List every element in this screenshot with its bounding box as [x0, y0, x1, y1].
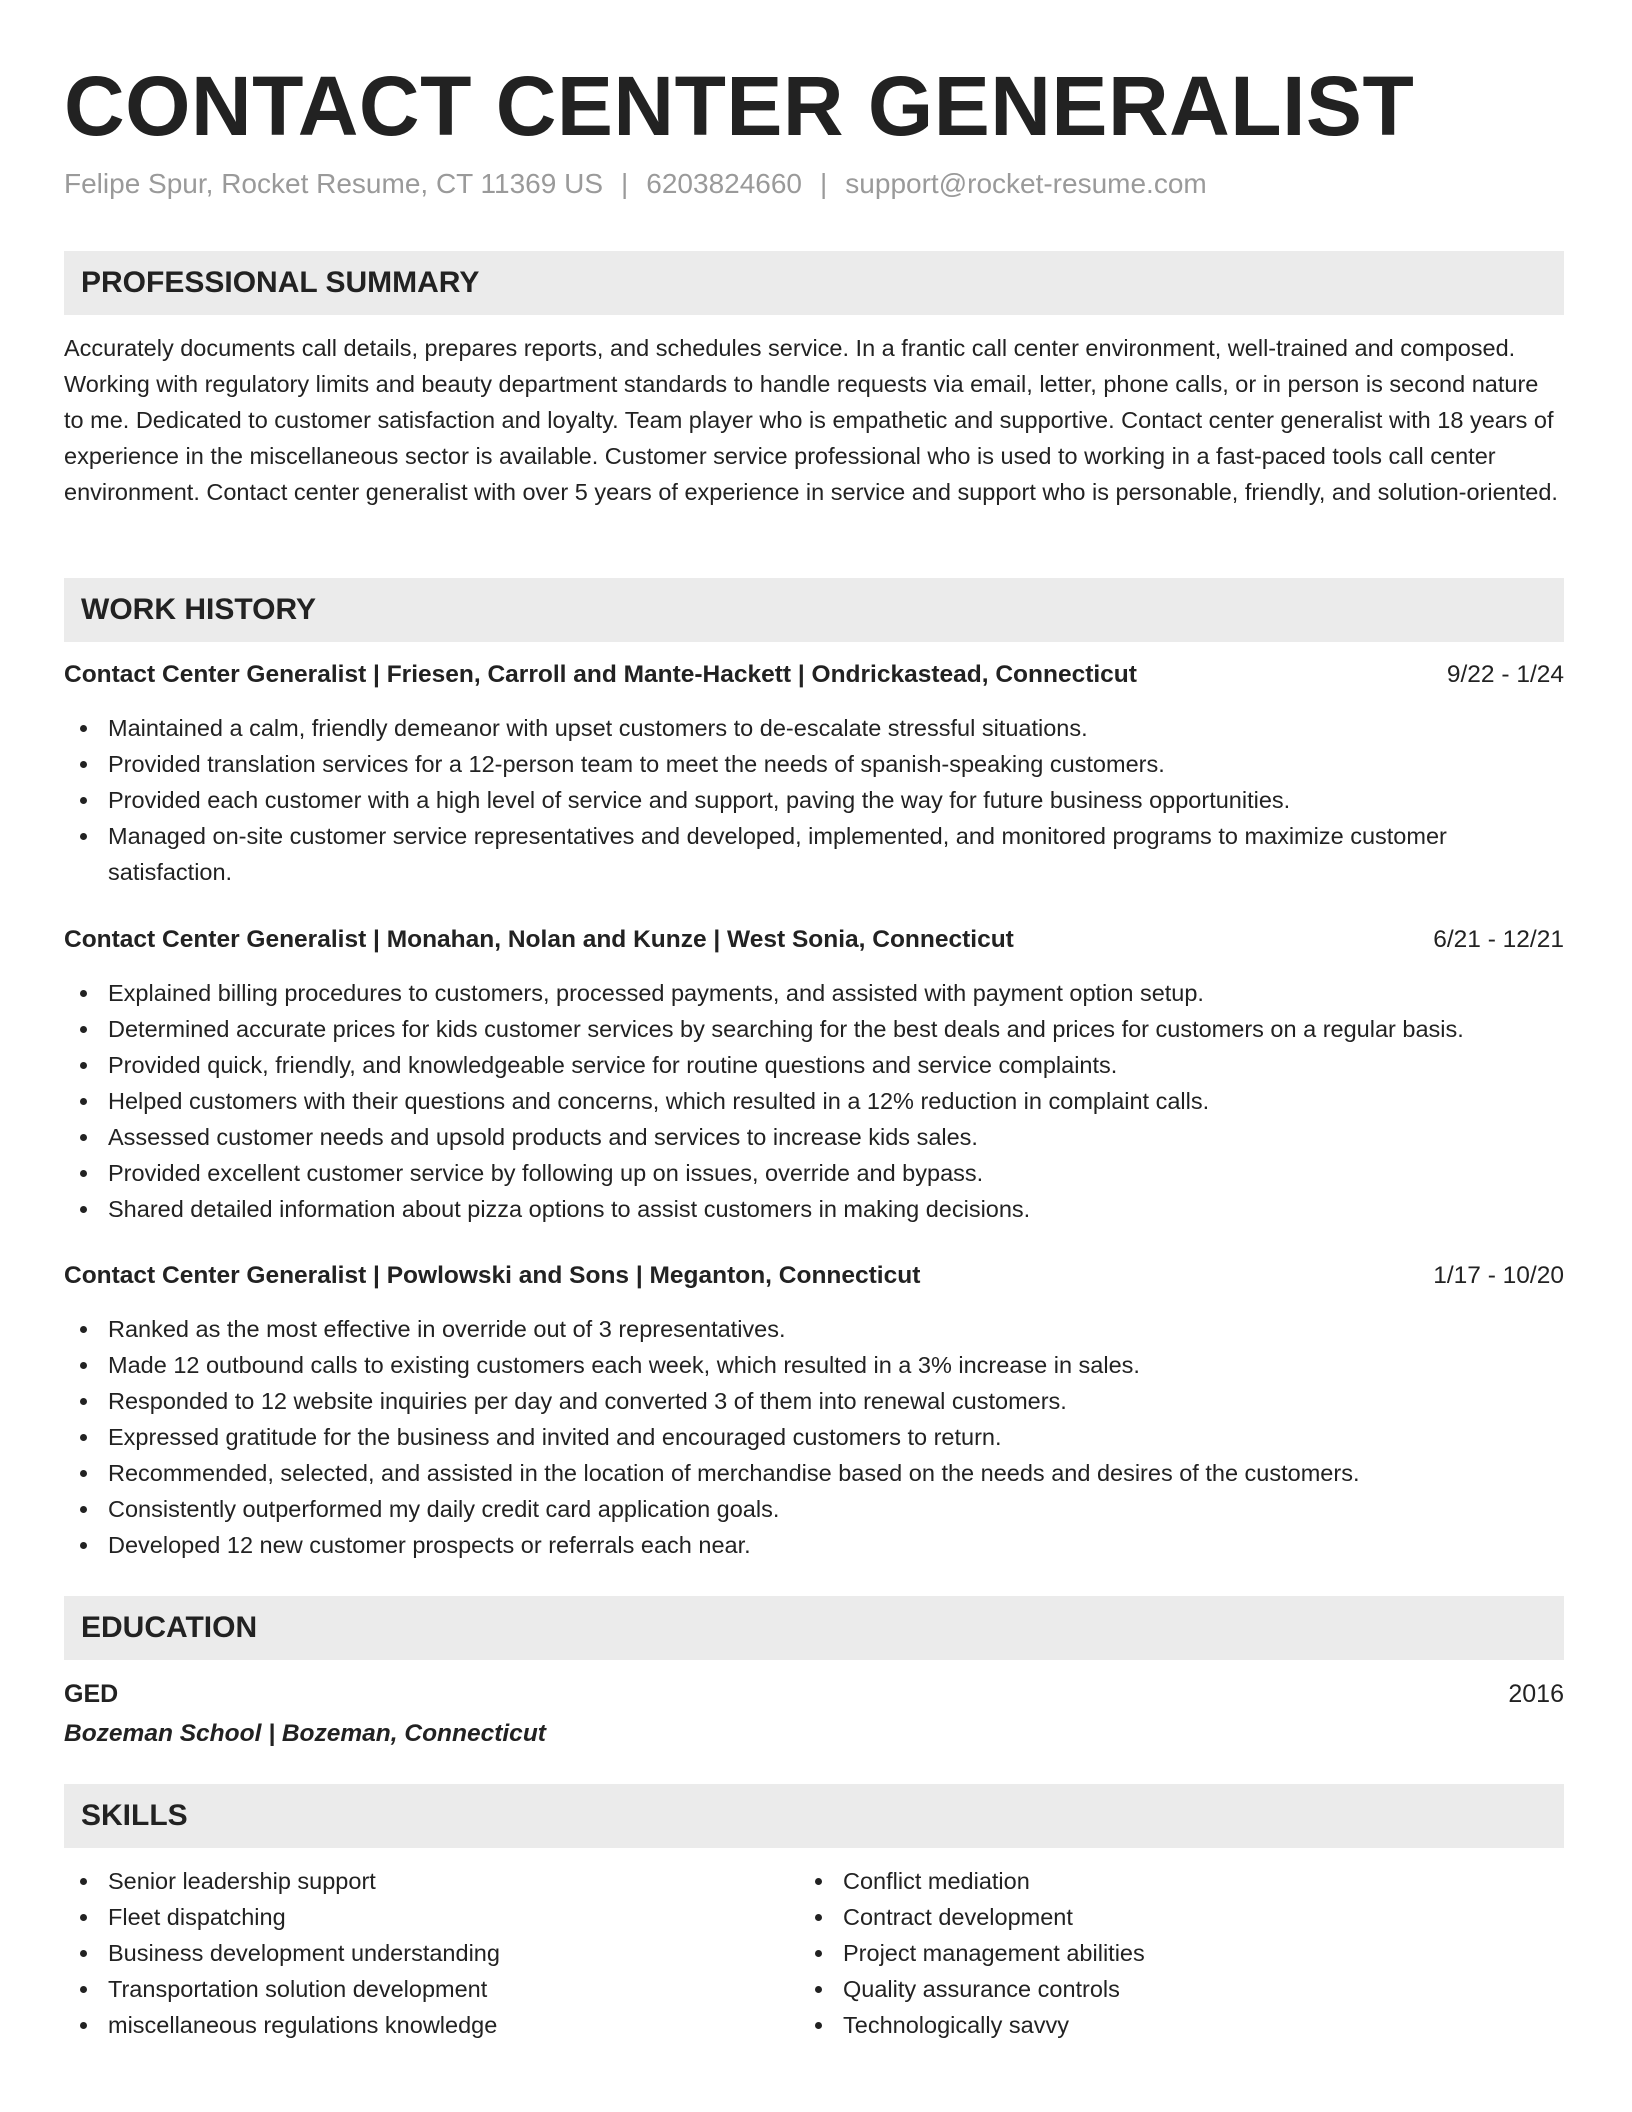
- skill-item: Technologically savvy: [799, 2007, 1632, 2043]
- job-title: Contact Center Generalist | Powlowski and Sons | Meganton, Connecticut: [64, 1262, 921, 1289]
- job-bullet: Provided each customer with a high level of service and support, paving the way for future business opportunities.: [64, 782, 1564, 818]
- job-bullet: Maintained a calm, friendly demeanor with upset customers to de-escalate stressful situations.: [64, 710, 1564, 746]
- job-header: [64, 657, 1564, 693]
- contact-address: Felipe Spur, Rocket Resume, CT 11369 US: [64, 168, 603, 199]
- education-degree: GED: [64, 1680, 119, 1708]
- contact-phone: 6203824660: [646, 168, 803, 199]
- contact-separator: |: [621, 168, 629, 199]
- skill-item: Senior leadership support: [64, 1863, 1564, 1899]
- job-bullet: Shared detailed information about pizza options to assist customers in making decisions.: [64, 1191, 1564, 1227]
- skill-item: miscellaneous regulations knowledge: [64, 2007, 1564, 2043]
- job-bullet-list: [64, 1311, 1564, 1563]
- job-bullet: Ranked as the most effective in override out of 3 representatives.: [64, 1311, 1564, 1347]
- skills-list-right: [799, 1863, 1632, 2043]
- contact-email: support@rocket-resume.com: [845, 168, 1207, 199]
- job-bullet: Determined accurate prices for kids customer services by searching for the best deals and prices for customers on a regular basis.: [64, 1011, 1564, 1047]
- contact-line: [64, 164, 1207, 204]
- skill-item: Business development understanding: [64, 1935, 1564, 1971]
- job-bullet: Managed on-site customer service representatives and developed, implemented, and monitored programs to maximize customer satisfaction.: [64, 818, 1564, 890]
- job-title: Contact Center Generalist | Friesen, Carroll and Mante-Hackett | Ondrickastead, Connecticut: [64, 661, 1137, 688]
- skills-section-heading: SKILLS: [64, 1784, 1564, 1848]
- job-bullet: Provided quick, friendly, and knowledgeable service for routine questions and service complaints.: [64, 1047, 1564, 1083]
- job-bullet: Explained billing procedures to customers, processed payments, and assisted with payment option setup.: [64, 975, 1564, 1011]
- work-history-section-heading: WORK HISTORY: [64, 578, 1564, 642]
- job-bullet: Provided translation services for a 12-person team to meet the needs of spanish-speaking customers.: [64, 746, 1564, 782]
- job-header: [64, 922, 1564, 958]
- job-bullet: Made 12 outbound calls to existing customers each week, which resulted in a 3% increase in sales.: [64, 1347, 1564, 1383]
- education-section-heading: EDUCATION: [64, 1596, 1564, 1660]
- job-bullet: Consistently outperformed my daily credit card application goals.: [64, 1491, 1564, 1527]
- job-dates: 9/22 - 1/24: [1446, 661, 1564, 688]
- skill-item: Quality assurance controls: [799, 1971, 1632, 2007]
- education-row: [64, 1676, 1564, 1712]
- skill-item: Contract development: [799, 1899, 1632, 1935]
- skill-item: Transportation solution development: [64, 1971, 1564, 2007]
- job-bullet: Expressed gratitude for the business and invited and encouraged customers to return.: [64, 1419, 1564, 1455]
- summary-section-heading: PROFESSIONAL SUMMARY: [64, 251, 1564, 315]
- job-dates: 1/17 - 10/20: [1433, 1262, 1564, 1289]
- summary-text: Accurately documents call details, prepares reports, and schedules service. In a frantic call center environment, well-trained and composed. Working with regulatory limits and beauty department standards to handle requests via email, letter, phone calls, or in person is second nature to me. Dedicated to customer satisfaction and loyalty. Team player who is empathetic and supportive. Contact center generalist with 18 years of experience in the miscellaneous sector is available. Customer service professional who is used to working in a fast-paced tools call center environment. Contact center generalist with over 5 years of experience in service and support who is personable, friendly, and solution-oriented.: [64, 335, 1558, 505]
- skill-item: Project management abilities: [799, 1935, 1632, 1971]
- candidate-job-title: CONTACT CENTER GENERALIST: [64, 59, 1415, 153]
- job-bullet: Responded to 12 website inquiries per day and converted 3 of them into renewal customers.: [64, 1383, 1564, 1419]
- contact-separator: |: [820, 168, 828, 199]
- skill-item: Fleet dispatching: [64, 1899, 1564, 1935]
- skill-item: Conflict mediation: [799, 1863, 1632, 1899]
- job-bullet: Assessed customer needs and upsold products and services to increase kids sales.: [64, 1119, 1564, 1155]
- job-header: [64, 1258, 1564, 1294]
- education-year: 2016: [1508, 1680, 1564, 1708]
- job-bullet: Provided excellent customer service by following up on issues, override and bypass.: [64, 1155, 1564, 1191]
- job-bullet: Developed 12 new customer prospects or referrals each near.: [64, 1527, 1564, 1563]
- education-school: Bozeman School | Bozeman, Connecticut: [64, 1720, 546, 1747]
- job-dates: 6/21 - 12/21: [1433, 926, 1564, 953]
- job-bullet: Helped customers with their questions and concerns, which resulted in a 12% reduction in complaint calls.: [64, 1083, 1564, 1119]
- job-bullet-list: [64, 975, 1564, 1227]
- job-title: Contact Center Generalist | Monahan, Nolan and Kunze | West Sonia, Connecticut: [64, 926, 1014, 953]
- job-bullet: Recommended, selected, and assisted in the location of merchandise based on the needs and desires of the customers.: [64, 1455, 1564, 1491]
- job-bullet-list: [64, 710, 1564, 890]
